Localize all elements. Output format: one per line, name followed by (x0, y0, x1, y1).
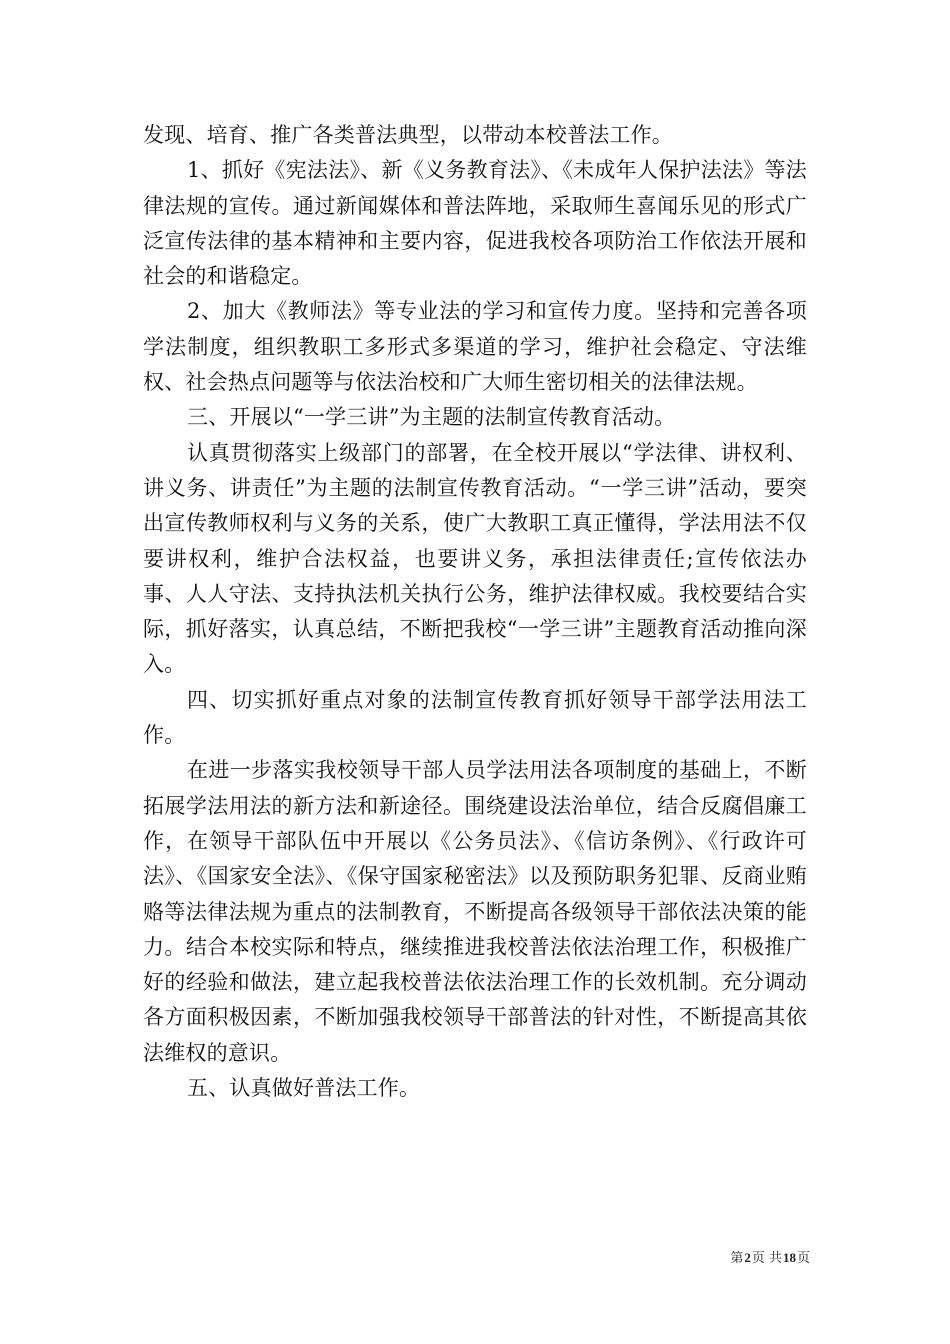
section-heading-3: 三、开展以“一学三讲”为主题的法制宣传教育活动。 (187, 405, 676, 430)
section-heading-4: 四、切实抓好重点对象的法制宣传教育抓好领导干部学法用法工作。 (143, 687, 807, 748)
footer-suffix: 页 (796, 1251, 810, 1266)
total-page-count: 18 (782, 1250, 796, 1265)
current-page-number: 2 (744, 1250, 751, 1265)
paragraph-item-2: 2、加大《教师法》等专业法的学习和宣传力度。坚持和完善各项学法制度，组织教职工多形式多渠道的学习，维护社会稳定、守法维权、社会热点问题等与依法治校和广大师生密切相关的法律法规。 (143, 299, 807, 395)
paragraph-section-3-body: 认真贯彻落实上级部门的部署，在全校开展以“学法律、讲权利、讲义务、讲责任”为主题的法制宣传教育活动。“一学三讲”活动，要突出宣传教师权利与义务的关系，使广大教职工真正懂得，学法用法不仅要讲权利，维护合法权益，也要讲义务，承担法律责任;宣传依法办事、人人守法、支持执法机关执行公务，维护法律权威。我校要结合实际，抓好落实，认真总结，不断把我校“一学三讲”主题教育活动推向深入。 (143, 440, 807, 677)
page-number-footer (730, 1249, 810, 1268)
footer-middle: 页 共 (751, 1251, 782, 1266)
paragraph-item-1: 1、抓好《宪法法》、新《义务教育法》、《未成年人保护法法》等法律法规的宣传。通过新闻媒体和普法阵地，采取师生喜闻乐见的形式广泛宣传法律的基本精神和主要内容，促进我校各项防治工作依法开展和社会的和谐稳定。 (143, 158, 807, 289)
paragraph-continuation: 发现、培育、推广各类普法典型，以带动本校普法工作。 (143, 123, 673, 147)
paragraph-section-4-body: 在进一步落实我校领导干部人员学法用法各项制度的基础上，不断拓展学法用法的新方法和新途径。围绕建设法治单位，结合反腐倡廉工作，在领导干部队伍中开展以《公务员法》、《信访条例》、《行政许可法》、《国家安全法》、《保守国家秘密法》以及预防职务犯罪、反商业贿赂等法律法规为重点的法制教育，不断提高各级领导干部依法决策的能力。结合本校实际和特点，继续推进我校普法依法治理工作，积极推广好的经验和做法，建立起我校普法依法治理工作的长效机制。充分调动各方面积极因素，不断加强我校领导干部普法的针对性，不断提高其依法维权的意识。 (143, 758, 807, 1065)
footer-prefix: 第 (730, 1251, 744, 1266)
section-heading-5: 五、认真做好普法工作。 (187, 1076, 421, 1101)
body-text (143, 118, 807, 1106)
